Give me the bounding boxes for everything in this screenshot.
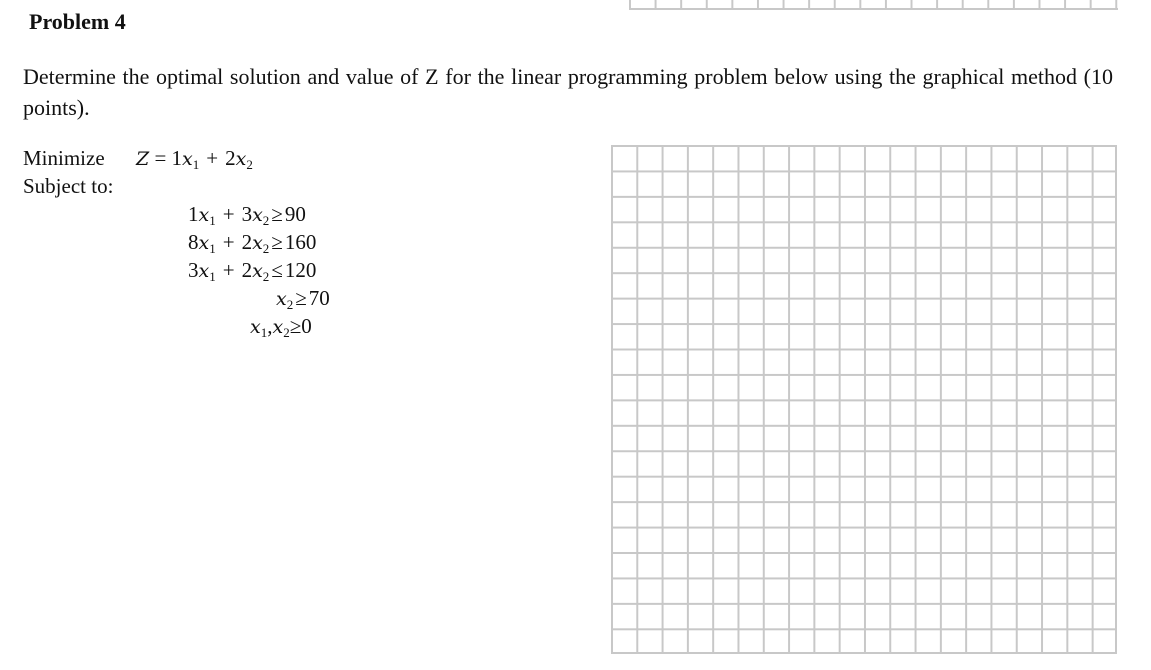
graph-paper-grid xyxy=(611,145,1117,654)
non-negativity-constraint: $x_1,x_2\ge 0$ xyxy=(250,314,312,340)
problem-title: Problem 4 xyxy=(29,9,126,34)
constraint-3: $3x_1 + 2x_2\le 120$ xyxy=(188,258,317,284)
constraint-2: $8x_1 + 2x_2\ge 160$ xyxy=(188,230,317,256)
objective-function: $Z = 1x_1 + 2x_2$ xyxy=(136,146,253,172)
subject-to-label: Subject to: xyxy=(23,174,114,198)
objective-label: Minimize xyxy=(23,146,105,170)
graph-paper-top-fragment xyxy=(629,0,1118,10)
constraint-x2-bound: $x_2\ge 70$ xyxy=(276,286,330,312)
problem-description: Determine the optimal solution and value of Z for the linear programming problem below using the graphical method (10 points). xyxy=(23,64,1113,120)
constraint-1: $1x_1 + 3x_2\ge 90$ xyxy=(188,202,306,228)
